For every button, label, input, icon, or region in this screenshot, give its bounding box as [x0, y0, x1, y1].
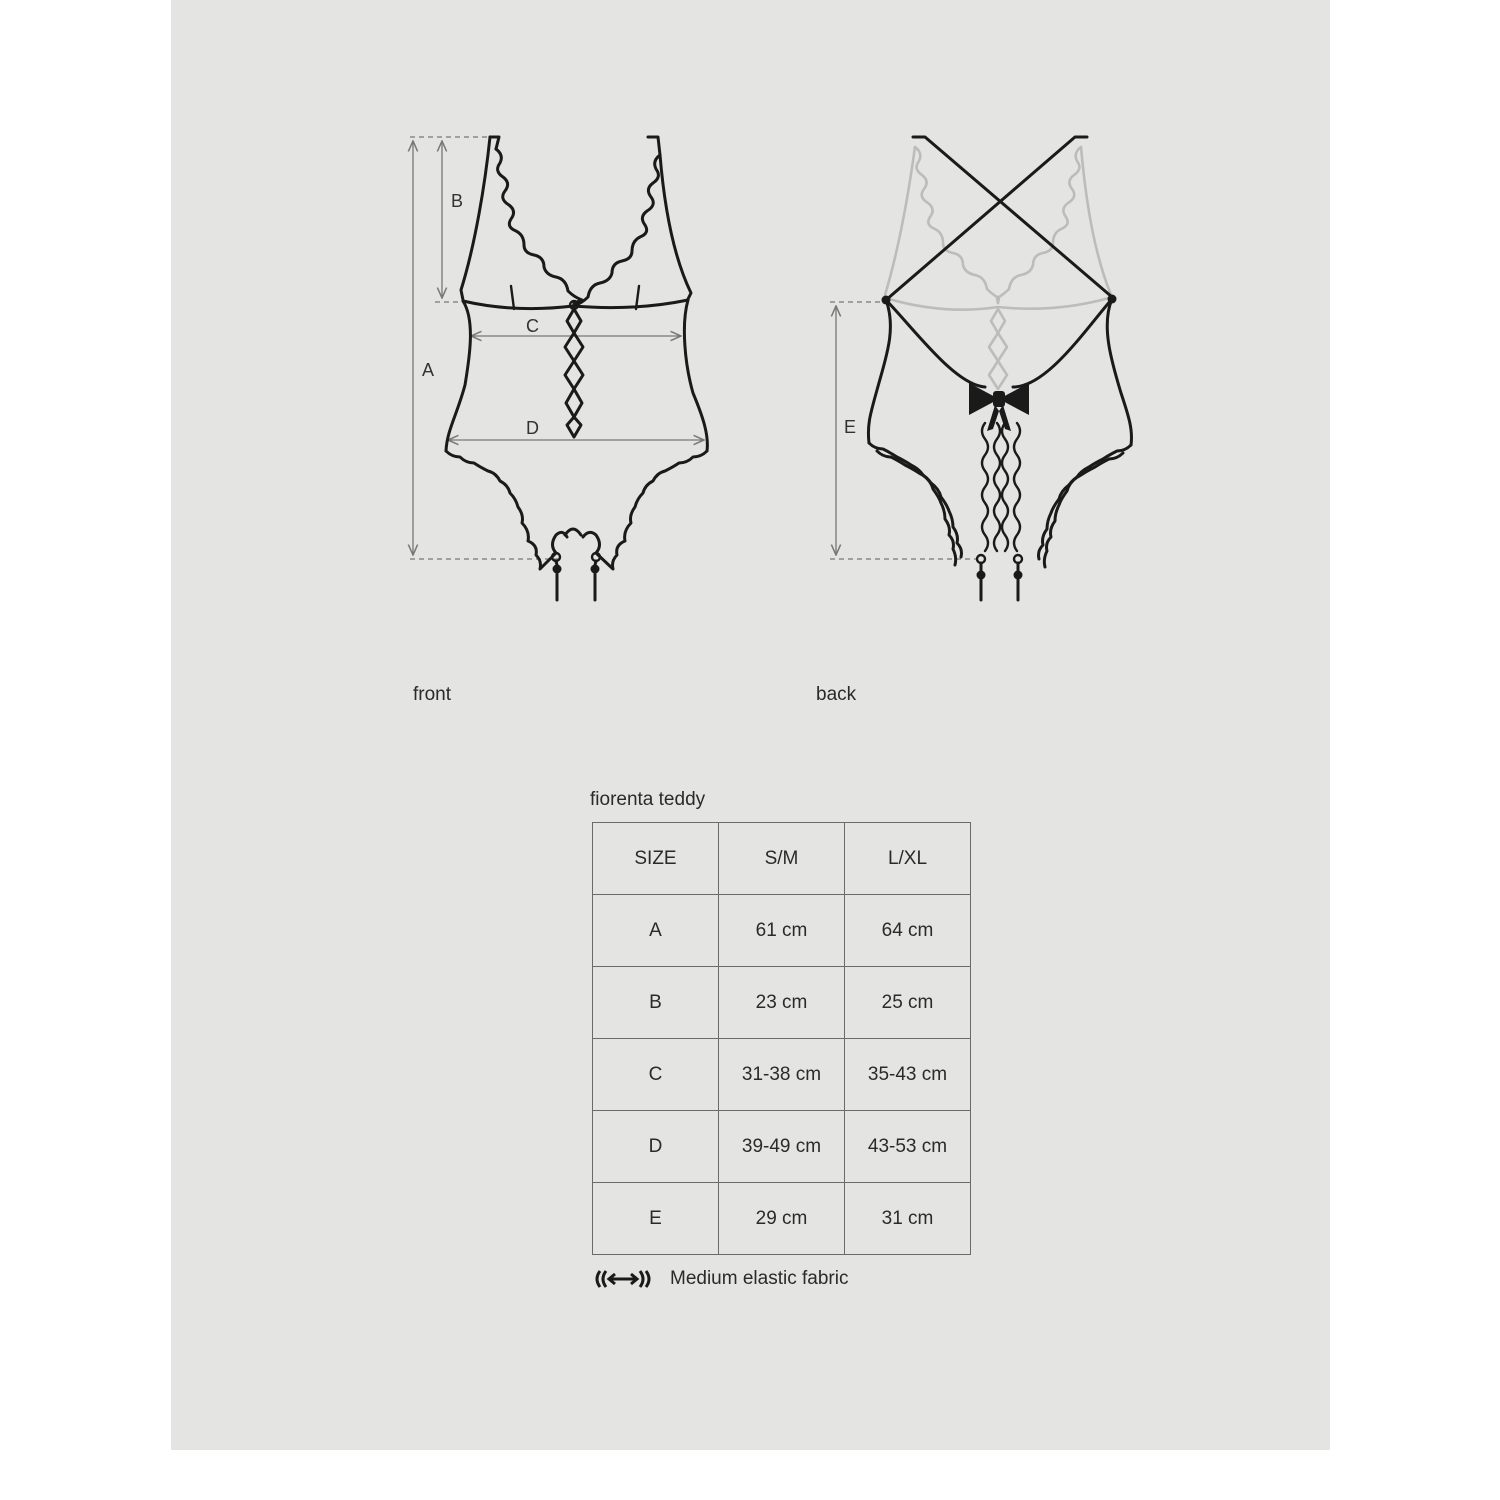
- dimension-letter-b: B: [451, 191, 464, 211]
- product-name: fiorenta teddy: [590, 789, 706, 810]
- fabric-note: [592, 1265, 848, 1293]
- table-header-cell: S/M: [719, 823, 845, 895]
- table-cell: C: [593, 1039, 719, 1111]
- table-cell: 29 cm: [719, 1183, 845, 1255]
- table-cell: 64 cm: [845, 895, 971, 967]
- dimension-letter-d: D: [526, 418, 539, 438]
- table-row: [593, 1183, 971, 1255]
- size-table: [592, 822, 971, 1255]
- elastic-stretch-icon: [592, 1268, 654, 1290]
- table-cell: 43-53 cm: [845, 1111, 971, 1183]
- dimension-letter-e: E: [844, 417, 857, 437]
- front-view-label: front: [413, 684, 452, 705]
- table-cell: A: [593, 895, 719, 967]
- table-cell: 31 cm: [845, 1183, 971, 1255]
- table-cell: 61 cm: [719, 895, 845, 967]
- table-cell: 25 cm: [845, 967, 971, 1039]
- dimension-letter-c: C: [526, 316, 539, 336]
- table-cell: 31-38 cm: [719, 1039, 845, 1111]
- table-row: [593, 1039, 971, 1111]
- table-cell: 39-49 cm: [719, 1111, 845, 1183]
- back-view-label: back: [816, 684, 857, 705]
- dimension-letter-a: A: [422, 360, 435, 380]
- table-cell: E: [593, 1183, 719, 1255]
- table-cell: D: [593, 1111, 719, 1183]
- table-header-cell: SIZE: [593, 823, 719, 895]
- table-row: [593, 967, 971, 1039]
- table-cell: B: [593, 967, 719, 1039]
- table-cell: 23 cm: [719, 967, 845, 1039]
- table-row: [593, 1111, 971, 1183]
- table-cell: 35-43 cm: [845, 1039, 971, 1111]
- fabric-label: Medium elastic fabric: [670, 1268, 849, 1289]
- table-header-cell: L/XL: [845, 823, 971, 895]
- front-garment-illustration: [395, 125, 735, 615]
- table-header-row: [593, 823, 971, 895]
- back-garment-illustration: [815, 125, 1150, 615]
- table-row: [593, 895, 971, 967]
